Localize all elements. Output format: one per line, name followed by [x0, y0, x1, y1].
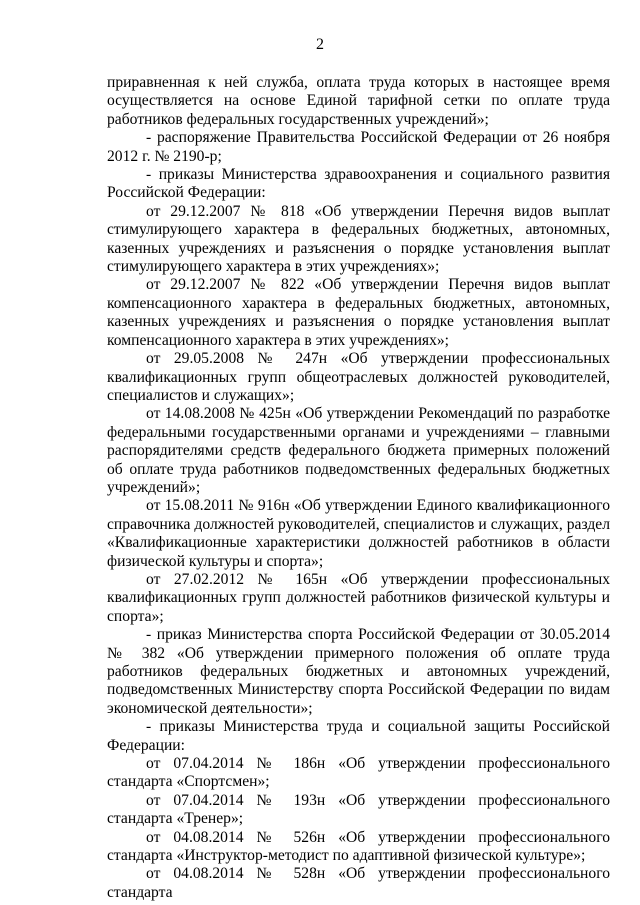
paragraph-order-425n: от 14.08.2008 № 425н «Об утверждении Рекомендаций по разработке федеральными государственными органами и учреждениями – главными распорядителями средств федерального бюджета примерных положений об оплате труда работников подведомственных федеральных бюджетных учреждений»;	[107, 405, 610, 496]
paragraph-order-247n: от 29.05.2008 № 247н «Об утверждении профессиональных квалификационных групп общеотраслевых должностей руководителей, специалистов и служащих»;	[107, 350, 610, 404]
paragraph-order-916n: от 15.08.2011 № 916н «Об утверждении Единого квалификационного справочника должностей руководителей, специалистов и служащих, раздел «Квалификационные характеристики должностей работников в области физической культуры и спорта»;	[107, 497, 610, 570]
paragraph-order-818: от 29.12.2007 № 818 «Об утверждении Перечня видов выплат стимулирующего характера в федеральных бюджетных, автономных, казенных учреждениях и разъяснения о порядке установления выплат стимулирующего характера в этих учреждениях»;	[107, 202, 610, 276]
paragraph-order-186n: от 07.04.2014 № 186н «Об утверждении профессионального стандарта «Спортсмен»;	[107, 755, 610, 791]
paragraph-order-165n: от 27.02.2012 № 165н «Об утверждении профессиональных квалификационных групп должностей работников физической культуры и спорта»;	[107, 570, 610, 625]
paragraph-continuation: приравненная к ней служба, оплата труда которых в настоящее время осуществляется на основе Единой тарифной сетки по оплате труда работников федеральных государственных учреждений»;	[107, 74, 610, 128]
paragraph-order-526n: от 04.08.2014 № 526н «Об утверждении профессионального стандарта «Инструктор-методист по адаптивной физической культуре»;	[107, 828, 610, 865]
paragraph-government-order: - распоряжение Правительства Российской Федерации от 26 ноября 2012 г. № 2190-р;	[107, 129, 610, 165]
paragraph-order-528n: от 04.08.2014 № 528н «Об утверждении профессионального стандарта	[107, 865, 610, 901]
paragraph-labor-ministry-orders: - приказы Министерства труда и социальной защиты Российской Федерации:	[107, 718, 610, 754]
paragraph-health-ministry-orders: - приказы Министерства здравоохранения и социального развития Российской Федерации:	[107, 166, 610, 202]
page-number: 2	[316, 36, 324, 53]
paragraph-order-822: от 29.12.2007 № 822 «Об утверждении Перечня видов выплат компенсационного характера в федеральных бюджетных, автономных, казенных учреждениях и разъяснения о порядке установления выплат компенсационного характера в этих учреждениях»;	[107, 276, 610, 349]
paragraph-order-193n: от 07.04.2014 № 193н «Об утверждении профессионального стандарта «Тренер»;	[107, 791, 610, 828]
paragraph-sport-ministry-order-382: - приказ Министерства спорта Российской Федерации от 30.05.2014 № 382 «Об утверждении примерного положения об оплате труда работников федеральных бюджетных и автономных учреждений, подведомственных Министерству спорта Российской Федерации по видам экономической деятельности»;	[107, 626, 610, 717]
document-body	[107, 74, 610, 902]
